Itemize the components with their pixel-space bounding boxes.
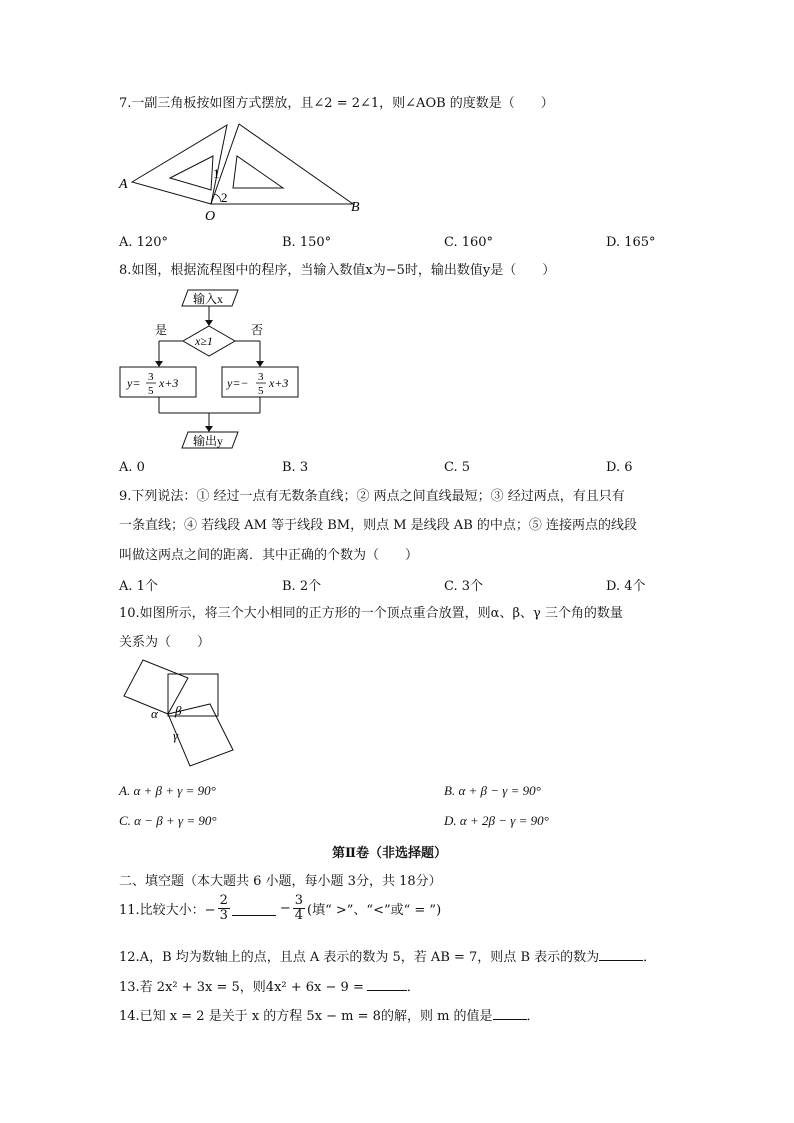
q8-option-b: B. 3 (282, 460, 309, 475)
q11-fraction-b-num: 3 (294, 893, 304, 908)
q10-option-b: B. α + β − γ = 90° (444, 783, 541, 798)
q10-option-c: C. α − β + γ = 90° (119, 813, 217, 828)
q8-left-den: 5 (148, 385, 154, 397)
q8-yes-label: 是 (155, 323, 168, 337)
q13-text: 13.若 2x² + 3x = 5，则4x² + 6x − 9 = (119, 980, 364, 995)
q8-left-prefix: y= (127, 376, 141, 390)
q10-alpha-label: α (151, 706, 158, 721)
q13-end: ． (406, 980, 420, 995)
q7-option-c: C. 160° (444, 235, 494, 250)
q10-squares-figure (118, 656, 242, 784)
q7-option-b: B. 150° (282, 235, 332, 250)
q8-option-c: C. 5 (444, 460, 471, 475)
q7-option-a: A. 120° (119, 235, 168, 250)
q7-option-d: D. 165° (606, 235, 656, 250)
q8-right-den: 5 (258, 385, 264, 397)
q8-condition-label: x≥1 (195, 334, 213, 348)
q8-right-num: 3 (258, 371, 264, 383)
q12-end: ． (643, 950, 657, 965)
q8-left-num: 3 (148, 371, 154, 383)
q9-line-3: 叫做这两点之间的距离．其中正确的个数为（ ） (119, 548, 419, 563)
q10-line-1: 10.如图所示，将三个大小相同的正方形的一个顶点重合放置，则α、β、γ 三个角的数量 (119, 606, 623, 621)
q7-label-angle2: 2 (221, 190, 228, 205)
q8-stem: 8.如图，根据流程图中的程序，当输入数值x为−5时，输出数值y是（ ） (119, 263, 556, 278)
q9-option-b: B. 2个 (282, 579, 322, 594)
q8-flowchart (115, 284, 315, 456)
q8-option-a: A. 0 (119, 460, 145, 475)
q9-option-d: D. 4个 (606, 579, 646, 594)
q11-mid: − (279, 901, 291, 916)
q14-answer-blank[interactable] (493, 1007, 527, 1020)
q14-end: ． (526, 1009, 540, 1024)
q8-input-label: 输入x (193, 292, 224, 306)
q7-label-o: O (205, 209, 216, 224)
q8-left-suffix: x+3 (159, 376, 179, 390)
q7-triangle-figure (115, 118, 375, 228)
q8-option-d: D. 6 (606, 460, 633, 475)
q7-label-angle1: 1 (213, 166, 220, 181)
section-heading: 二、填空题（本大题共 6 小题，每小题 3分，共 18分） (119, 874, 442, 889)
q10-option-d: D. α + 2β − γ = 90° (444, 813, 549, 828)
q8-output-label: 输出y (193, 434, 224, 448)
q11-line (119, 894, 441, 923)
q8-right-suffix: x+3 (269, 376, 289, 390)
q12-text: 12.A，B 均为数轴上的点，且点 A 表示的数为 5，若 AB = 7，则点 B 表示的数为 (119, 950, 600, 965)
q13-answer-blank[interactable] (367, 978, 407, 991)
q11-fraction-b-den: 4 (294, 908, 304, 923)
q9-line-1: 9.下列说法：① 经过一点有无数条直线；② 两点之间直线最短；③ 经过两点，有且只有 (119, 489, 625, 504)
q11-fraction-a (218, 894, 230, 923)
q11-fraction-b (293, 894, 305, 923)
q11-fraction-a-num: 2 (219, 893, 228, 908)
section-title: 第Ⅱ卷（非选择题） (332, 846, 447, 861)
q10-beta-label: β (175, 703, 182, 718)
q11-answer-blank[interactable] (232, 901, 276, 916)
q14-text: 14.已知 x = 2 是关于 x 的方程 5x − m = 8的解，则 m 的值是 (119, 1009, 493, 1024)
q10-line-2: 关系为（ ） (119, 635, 211, 650)
q13-line (119, 976, 420, 995)
q10-option-a: A. α + β + γ = 90° (119, 783, 216, 798)
q9-line-2: 一条直线；④ 若线段 AM 等于线段 BM，则点 M 是线段 AB 的中点；⑤ 连接两点的线段 (119, 518, 638, 533)
q10-gamma-label: γ (173, 728, 179, 743)
q7-label-b: B (351, 200, 360, 215)
q12-line (119, 946, 656, 965)
q8-no-label: 否 (251, 323, 264, 337)
q8-right-prefix: y=− (227, 376, 249, 390)
q12-answer-blank[interactable] (599, 948, 643, 961)
q7-stem: 7.一副三角板按如图方式摆放，且∠2 = 2∠1，则∠AOB 的度数是（ ） (119, 96, 554, 111)
q11-suffix: (填“ >”、“<”或“ = ”) (307, 903, 442, 918)
q9-option-a: A. 1个 (119, 579, 158, 594)
q11-prefix: 11.比较大小：− (119, 903, 216, 918)
q9-option-c: C. 3个 (444, 579, 484, 594)
q11-fraction-a-den: 3 (219, 908, 228, 923)
q7-label-a: A (119, 177, 128, 192)
q14-line (119, 1005, 540, 1024)
